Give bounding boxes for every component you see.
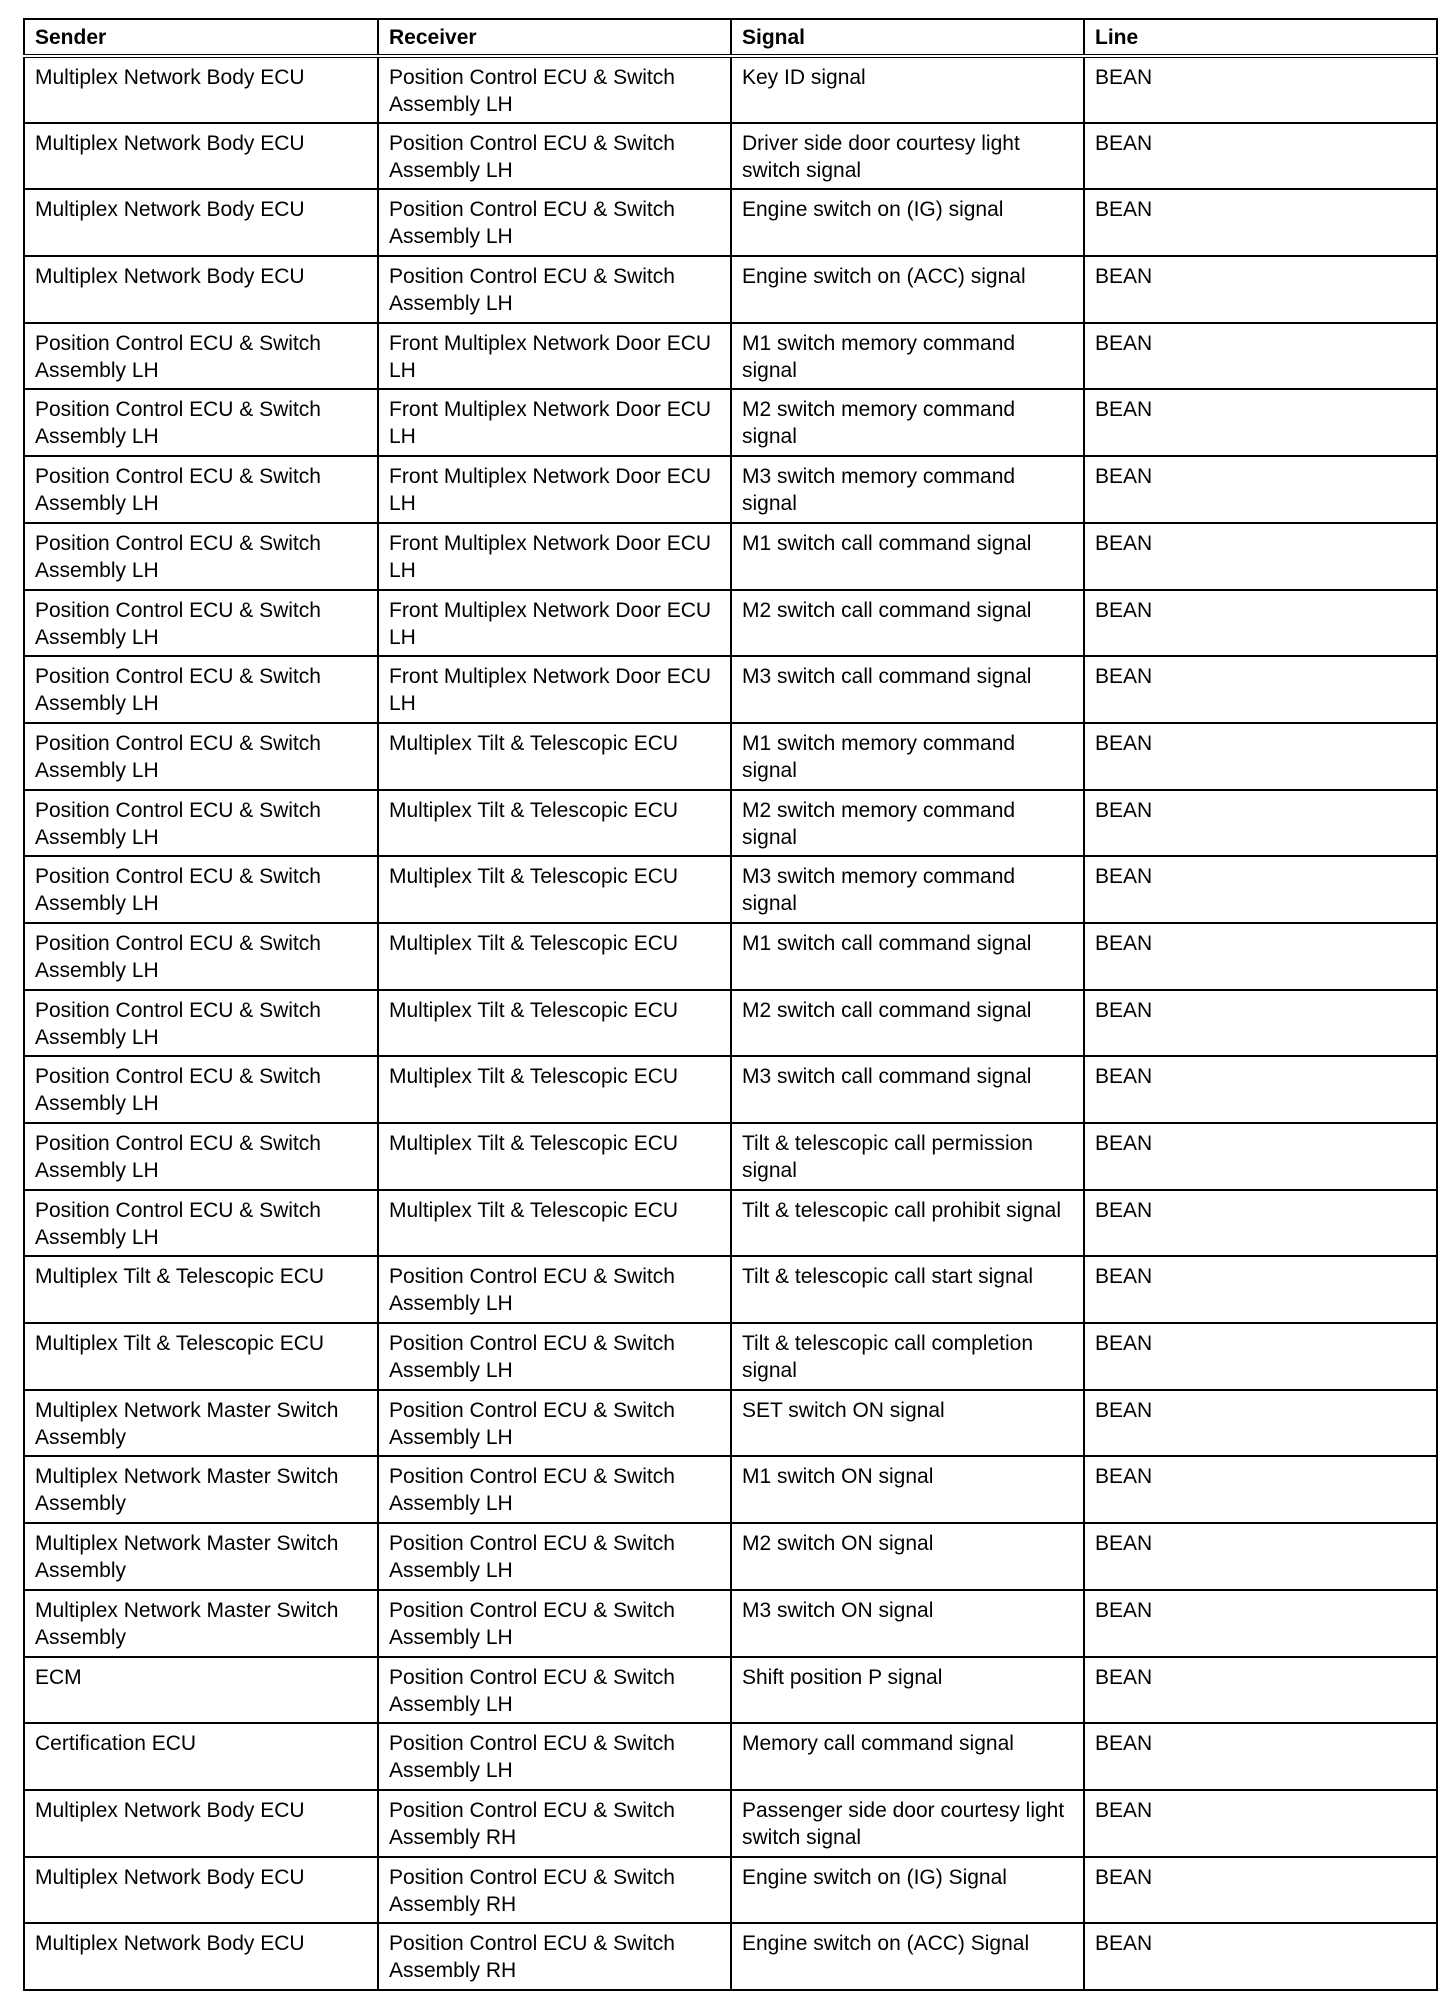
cell-signal: M2 switch memory command signal	[731, 389, 1084, 456]
cell-line: BEAN	[1084, 1790, 1437, 1857]
table-row	[24, 656, 1437, 723]
cell-line: BEAN	[1084, 1390, 1437, 1457]
cell-sender: ECM	[24, 1657, 378, 1724]
cell-receiver: Position Control ECU & Switch Assembly LH	[378, 1590, 731, 1657]
cell-receiver: Multiplex Tilt & Telescopic ECU	[378, 1123, 731, 1190]
cell-receiver: Multiplex Tilt & Telescopic ECU	[378, 790, 731, 857]
table-row	[24, 1323, 1437, 1390]
cell-line: BEAN	[1084, 656, 1437, 723]
cell-receiver: Position Control ECU & Switch Assembly LH	[378, 123, 731, 190]
cell-sender: Multiplex Network Master Switch Assembly	[24, 1523, 378, 1590]
cell-line: BEAN	[1084, 1523, 1437, 1590]
cell-line: BEAN	[1084, 323, 1437, 390]
cell-signal: Tilt & telescopic call permission signal	[731, 1123, 1084, 1190]
cell-line: BEAN	[1084, 256, 1437, 323]
cell-sender: Position Control ECU & Switch Assembly LH	[24, 1123, 378, 1190]
table-row	[24, 56, 1437, 123]
cell-sender: Position Control ECU & Switch Assembly LH	[24, 656, 378, 723]
cell-line: BEAN	[1084, 923, 1437, 990]
header-sender: Sender	[24, 19, 378, 56]
cell-signal: Engine switch on (IG) signal	[731, 189, 1084, 256]
cell-receiver: Front Multiplex Network Door ECU LH	[378, 389, 731, 456]
cell-signal: Tilt & telescopic call start signal	[731, 1256, 1084, 1323]
cell-line: BEAN	[1084, 189, 1437, 256]
header-receiver: Receiver	[378, 19, 731, 56]
table-row	[24, 189, 1437, 256]
cell-sender: Position Control ECU & Switch Assembly LH	[24, 856, 378, 923]
cell-sender: Position Control ECU & Switch Assembly LH	[24, 790, 378, 857]
cell-signal: Passenger side door courtesy light switch signal	[731, 1790, 1084, 1857]
cell-sender: Position Control ECU & Switch Assembly LH	[24, 389, 378, 456]
cell-sender: Position Control ECU & Switch Assembly LH	[24, 323, 378, 390]
table-row	[24, 923, 1437, 990]
cell-signal: M2 switch call command signal	[731, 990, 1084, 1057]
cell-line: BEAN	[1084, 1056, 1437, 1123]
cell-line: BEAN	[1084, 590, 1437, 657]
cell-receiver: Position Control ECU & Switch Assembly LH	[378, 1657, 731, 1724]
cell-receiver: Position Control ECU & Switch Assembly LH	[378, 1523, 731, 1590]
table-row	[24, 1923, 1437, 1990]
cell-line: BEAN	[1084, 1190, 1437, 1257]
cell-signal: M2 switch ON signal	[731, 1523, 1084, 1590]
table-row	[24, 723, 1437, 790]
cell-sender: Multiplex Network Body ECU	[24, 56, 378, 123]
table-row	[24, 1256, 1437, 1323]
cell-line: BEAN	[1084, 856, 1437, 923]
table-row	[24, 323, 1437, 390]
cell-receiver: Multiplex Tilt & Telescopic ECU	[378, 1056, 731, 1123]
cell-receiver: Front Multiplex Network Door ECU LH	[378, 523, 731, 590]
cell-sender: Multiplex Network Body ECU	[24, 1923, 378, 1990]
cell-receiver: Front Multiplex Network Door ECU LH	[378, 456, 731, 523]
table-row	[24, 790, 1437, 857]
cell-sender: Multiplex Network Body ECU	[24, 1857, 378, 1924]
cell-signal: M1 switch memory command signal	[731, 323, 1084, 390]
cell-line: BEAN	[1084, 123, 1437, 190]
cell-sender: Position Control ECU & Switch Assembly LH	[24, 923, 378, 990]
cell-sender: Multiplex Network Body ECU	[24, 123, 378, 190]
cell-sender: Multiplex Tilt & Telescopic ECU	[24, 1256, 378, 1323]
cell-sender: Position Control ECU & Switch Assembly LH	[24, 456, 378, 523]
cell-signal: Tilt & telescopic call prohibit signal	[731, 1190, 1084, 1257]
table-row	[24, 1056, 1437, 1123]
cell-receiver: Position Control ECU & Switch Assembly LH	[378, 189, 731, 256]
table-row	[24, 590, 1437, 657]
table-row	[24, 1190, 1437, 1257]
cell-sender: Multiplex Network Body ECU	[24, 1790, 378, 1857]
cell-line: BEAN	[1084, 56, 1437, 123]
cell-receiver: Position Control ECU & Switch Assembly LH	[378, 1256, 731, 1323]
cell-line: BEAN	[1084, 1590, 1437, 1657]
cell-receiver: Multiplex Tilt & Telescopic ECU	[378, 990, 731, 1057]
cell-signal: Driver side door courtesy light switch signal	[731, 123, 1084, 190]
cell-line: BEAN	[1084, 1123, 1437, 1190]
cell-line: BEAN	[1084, 990, 1437, 1057]
cell-signal: Memory call command signal	[731, 1723, 1084, 1790]
cell-receiver: Position Control ECU & Switch Assembly LH	[378, 256, 731, 323]
table-row	[24, 1857, 1437, 1924]
cell-signal: M2 switch call command signal	[731, 590, 1084, 657]
cell-line: BEAN	[1084, 1456, 1437, 1523]
cell-sender: Multiplex Network Master Switch Assembly	[24, 1390, 378, 1457]
cell-receiver: Position Control ECU & Switch Assembly LH	[378, 1456, 731, 1523]
cell-signal: Key ID signal	[731, 56, 1084, 123]
table-row	[24, 1657, 1437, 1724]
cell-signal: M3 switch call command signal	[731, 656, 1084, 723]
cell-signal: Tilt & telescopic call completion signal	[731, 1323, 1084, 1390]
cell-line: BEAN	[1084, 456, 1437, 523]
cell-sender: Multiplex Tilt & Telescopic ECU	[24, 1323, 378, 1390]
cell-sender: Multiplex Network Master Switch Assembly	[24, 1456, 378, 1523]
cell-line: BEAN	[1084, 723, 1437, 790]
table-row	[24, 1123, 1437, 1190]
table-row	[24, 1456, 1437, 1523]
cell-line: BEAN	[1084, 1657, 1437, 1724]
cell-receiver: Position Control ECU & Switch Assembly LH	[378, 1723, 731, 1790]
cell-sender: Position Control ECU & Switch Assembly LH	[24, 1056, 378, 1123]
cell-sender: Multiplex Network Body ECU	[24, 189, 378, 256]
table-row	[24, 1723, 1437, 1790]
cell-receiver: Multiplex Tilt & Telescopic ECU	[378, 1190, 731, 1257]
cell-receiver: Position Control ECU & Switch Assembly RH	[378, 1790, 731, 1857]
cell-line: BEAN	[1084, 1923, 1437, 1990]
cell-signal: M3 switch memory command signal	[731, 856, 1084, 923]
cell-line: BEAN	[1084, 790, 1437, 857]
table-row	[24, 523, 1437, 590]
cell-receiver: Position Control ECU & Switch Assembly RH	[378, 1857, 731, 1924]
table-row	[24, 123, 1437, 190]
table-row	[24, 990, 1437, 1057]
cell-receiver: Multiplex Tilt & Telescopic ECU	[378, 923, 731, 990]
table-row	[24, 456, 1437, 523]
cell-signal: Engine switch on (IG) Signal	[731, 1857, 1084, 1924]
header-row	[24, 19, 1437, 56]
cell-receiver: Multiplex Tilt & Telescopic ECU	[378, 723, 731, 790]
cell-signal: Engine switch on (ACC) signal	[731, 256, 1084, 323]
header-signal: Signal	[731, 19, 1084, 56]
table-header	[24, 19, 1437, 56]
cell-line: BEAN	[1084, 1723, 1437, 1790]
header-line: Line	[1084, 19, 1437, 56]
cell-signal: M1 switch call command signal	[731, 523, 1084, 590]
cell-sender: Multiplex Network Master Switch Assembly	[24, 1590, 378, 1657]
cell-receiver: Front Multiplex Network Door ECU LH	[378, 590, 731, 657]
cell-signal: M1 switch memory command signal	[731, 723, 1084, 790]
cell-signal: Engine switch on (ACC) Signal	[731, 1923, 1084, 1990]
cell-sender: Position Control ECU & Switch Assembly LH	[24, 1190, 378, 1257]
cell-receiver: Front Multiplex Network Door ECU LH	[378, 323, 731, 390]
table-row	[24, 389, 1437, 456]
cell-receiver: Position Control ECU & Switch Assembly RH	[378, 1923, 731, 1990]
cell-receiver: Position Control ECU & Switch Assembly LH	[378, 56, 731, 123]
cell-signal: M2 switch memory command signal	[731, 790, 1084, 857]
cell-sender: Multiplex Network Body ECU	[24, 256, 378, 323]
cell-signal: M3 switch call command signal	[731, 1056, 1084, 1123]
cell-sender: Position Control ECU & Switch Assembly LH	[24, 590, 378, 657]
table-row	[24, 1390, 1437, 1457]
cell-signal: Shift position P signal	[731, 1657, 1084, 1724]
table-row	[24, 1790, 1437, 1857]
cell-signal: M3 switch ON signal	[731, 1590, 1084, 1657]
cell-signal: M3 switch memory command signal	[731, 456, 1084, 523]
cell-line: BEAN	[1084, 523, 1437, 590]
cell-signal: M1 switch call command signal	[731, 923, 1084, 990]
cell-line: BEAN	[1084, 389, 1437, 456]
cell-signal: M1 switch ON signal	[731, 1456, 1084, 1523]
cell-sender: Position Control ECU & Switch Assembly LH	[24, 723, 378, 790]
cell-sender: Certification ECU	[24, 1723, 378, 1790]
cell-sender: Position Control ECU & Switch Assembly LH	[24, 990, 378, 1057]
cell-receiver: Position Control ECU & Switch Assembly LH	[378, 1323, 731, 1390]
cell-line: BEAN	[1084, 1857, 1437, 1924]
signal-table	[23, 18, 1438, 1991]
cell-line: BEAN	[1084, 1323, 1437, 1390]
cell-line: BEAN	[1084, 1256, 1437, 1323]
table-row	[24, 856, 1437, 923]
table-body	[24, 56, 1437, 1990]
table-row	[24, 256, 1437, 323]
table-row	[24, 1523, 1437, 1590]
cell-signal: SET switch ON signal	[731, 1390, 1084, 1457]
cell-receiver: Front Multiplex Network Door ECU LH	[378, 656, 731, 723]
cell-receiver: Multiplex Tilt & Telescopic ECU	[378, 856, 731, 923]
table-row	[24, 1590, 1437, 1657]
cell-sender: Position Control ECU & Switch Assembly LH	[24, 523, 378, 590]
cell-receiver: Position Control ECU & Switch Assembly LH	[378, 1390, 731, 1457]
